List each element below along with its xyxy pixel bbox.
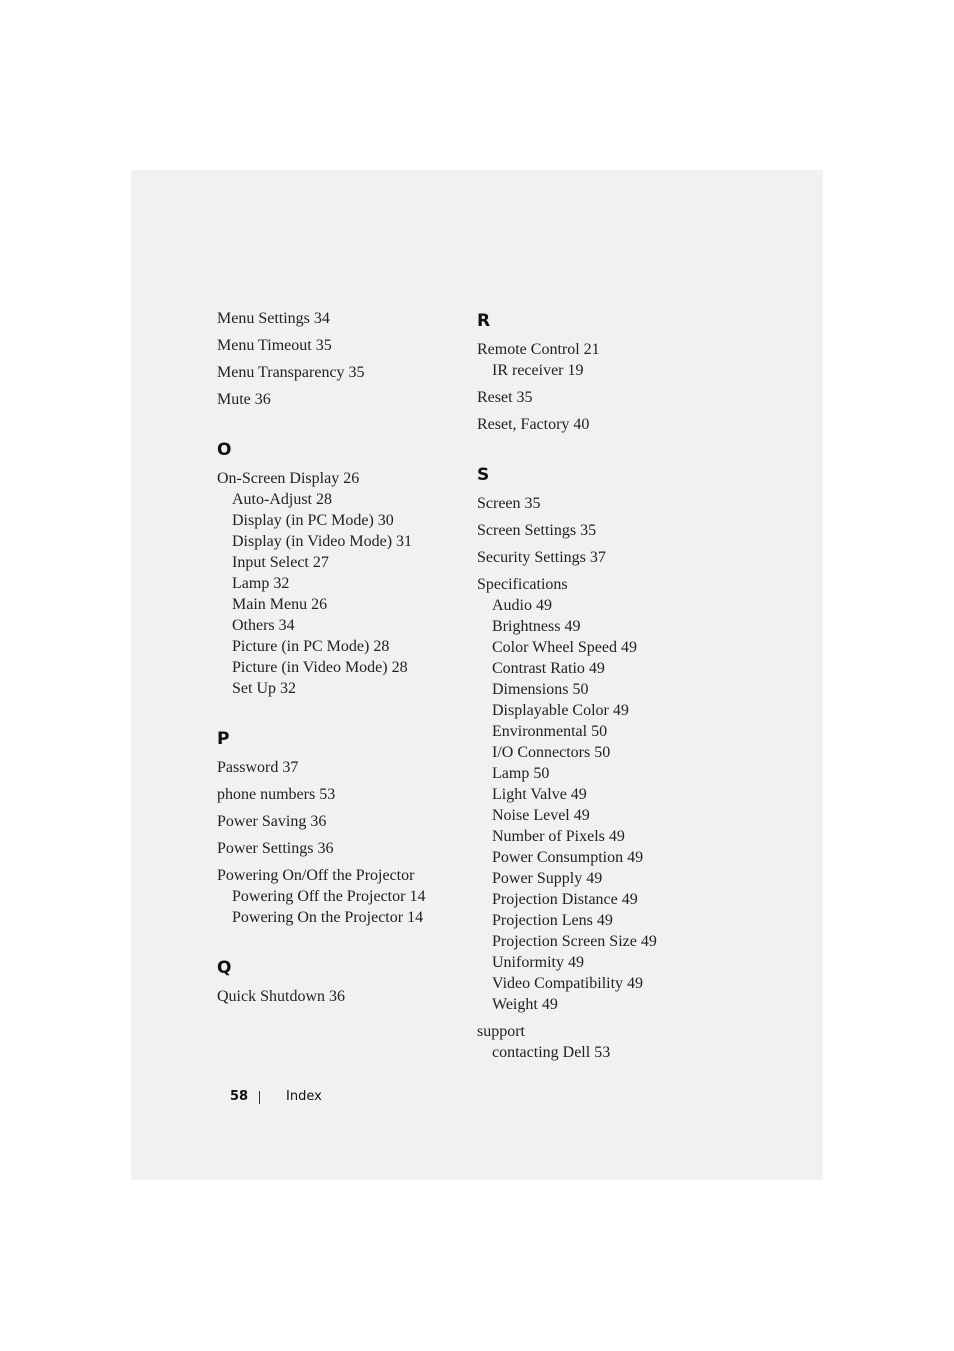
- index-subentry: Brightness 49: [492, 618, 581, 635]
- index-entry: Menu Transparency 35: [217, 364, 365, 381]
- index-letter-heading: R: [477, 311, 491, 331]
- index-subentry: Auto-Adjust 28: [232, 491, 332, 508]
- index-subentry: contacting Dell 53: [492, 1044, 611, 1061]
- index-subentry: Lamp 50: [492, 765, 550, 782]
- index-subentry: Audio 49: [492, 597, 552, 614]
- index-subentry: Picture (in Video Mode) 28: [232, 659, 408, 676]
- index-subentry: Powering Off the Projector 14: [232, 888, 426, 905]
- index-letter-heading: S: [477, 465, 490, 485]
- index-letter-heading: O: [217, 440, 232, 460]
- index-subentry: Input Select 27: [232, 554, 329, 571]
- index-entry: Remote Control 21: [477, 341, 600, 358]
- index-entry: Power Settings 36: [217, 840, 334, 857]
- group-spacer: [217, 928, 467, 957]
- index-entry: Menu Settings 34: [217, 310, 330, 327]
- index-subentry: Picture (in PC Mode) 28: [232, 638, 390, 655]
- group-spacer: [477, 435, 737, 464]
- index-subentry: Number of Pixels 49: [492, 828, 625, 845]
- index-entry: Screen 35: [477, 495, 541, 512]
- index-subentry: Noise Level 49: [492, 807, 590, 824]
- index-entry: phone numbers 53: [217, 786, 336, 803]
- index-letter-heading: Q: [217, 958, 232, 978]
- index-subentry: I/O Connectors 50: [492, 744, 611, 761]
- index-entry: Reset 35: [477, 389, 533, 406]
- index-entry: On-Screen Display 26: [217, 470, 360, 487]
- footer-section-label: Index: [286, 1089, 322, 1104]
- index-entry: Reset, Factory 40: [477, 416, 590, 433]
- index-subentry: Powering On the Projector 14: [232, 909, 424, 926]
- page-number: 58: [230, 1089, 249, 1104]
- index-entry: Specifications: [477, 576, 568, 593]
- index-entry: Menu Timeout 35: [217, 337, 332, 354]
- index-subentry: Power Consumption 49: [492, 849, 644, 866]
- index-entry: Powering On/Off the Projector: [217, 867, 415, 884]
- index-subentry: Display (in Video Mode) 31: [232, 533, 413, 550]
- index-entry: support: [477, 1023, 525, 1040]
- index-entry: Password 37: [217, 759, 299, 776]
- index-entry: Quick Shutdown 36: [217, 988, 345, 1005]
- index-subentry: Environmental 50: [492, 723, 608, 740]
- group-spacer: [217, 699, 467, 728]
- group-spacer: [217, 410, 467, 439]
- index-entry: Screen Settings 35: [477, 522, 597, 539]
- index-subentry: Projection Distance 49: [492, 891, 638, 908]
- index-subentry: Power Supply 49: [492, 870, 603, 887]
- index-entry: Mute 36: [217, 391, 271, 408]
- index-entry: Power Saving 36: [217, 813, 327, 830]
- index-column-right: [477, 310, 737, 1063]
- index-subentry: Displayable Color 49: [492, 702, 629, 719]
- index-subentry: Others 34: [232, 617, 295, 634]
- index-subentry: Set Up 32: [232, 680, 296, 697]
- index-subentry: Uniformity 49: [492, 954, 584, 971]
- index-subentry: IR receiver 19: [492, 362, 584, 379]
- index-subentry: Projection Lens 49: [492, 912, 613, 929]
- index-subentry: Lamp 32: [232, 575, 290, 592]
- index-subentry: Color Wheel Speed 49: [492, 639, 638, 656]
- footer-separator: [259, 1091, 260, 1104]
- index-subentry: Contrast Ratio 49: [492, 660, 605, 677]
- index-subentry: Light Valve 49: [492, 786, 587, 803]
- index-subentry: Main Menu 26: [232, 596, 328, 613]
- index-letter-heading: P: [217, 729, 230, 749]
- index-subentry: Display (in PC Mode) 30: [232, 512, 394, 529]
- index-subentry: Weight 49: [492, 996, 558, 1013]
- index-column-left: [217, 308, 467, 1007]
- index-subentry: Dimensions 50: [492, 681, 589, 698]
- index-subentry: Projection Screen Size 49: [492, 933, 657, 950]
- index-subentry: Video Compatibility 49: [492, 975, 644, 992]
- index-entry: Security Settings 37: [477, 549, 606, 566]
